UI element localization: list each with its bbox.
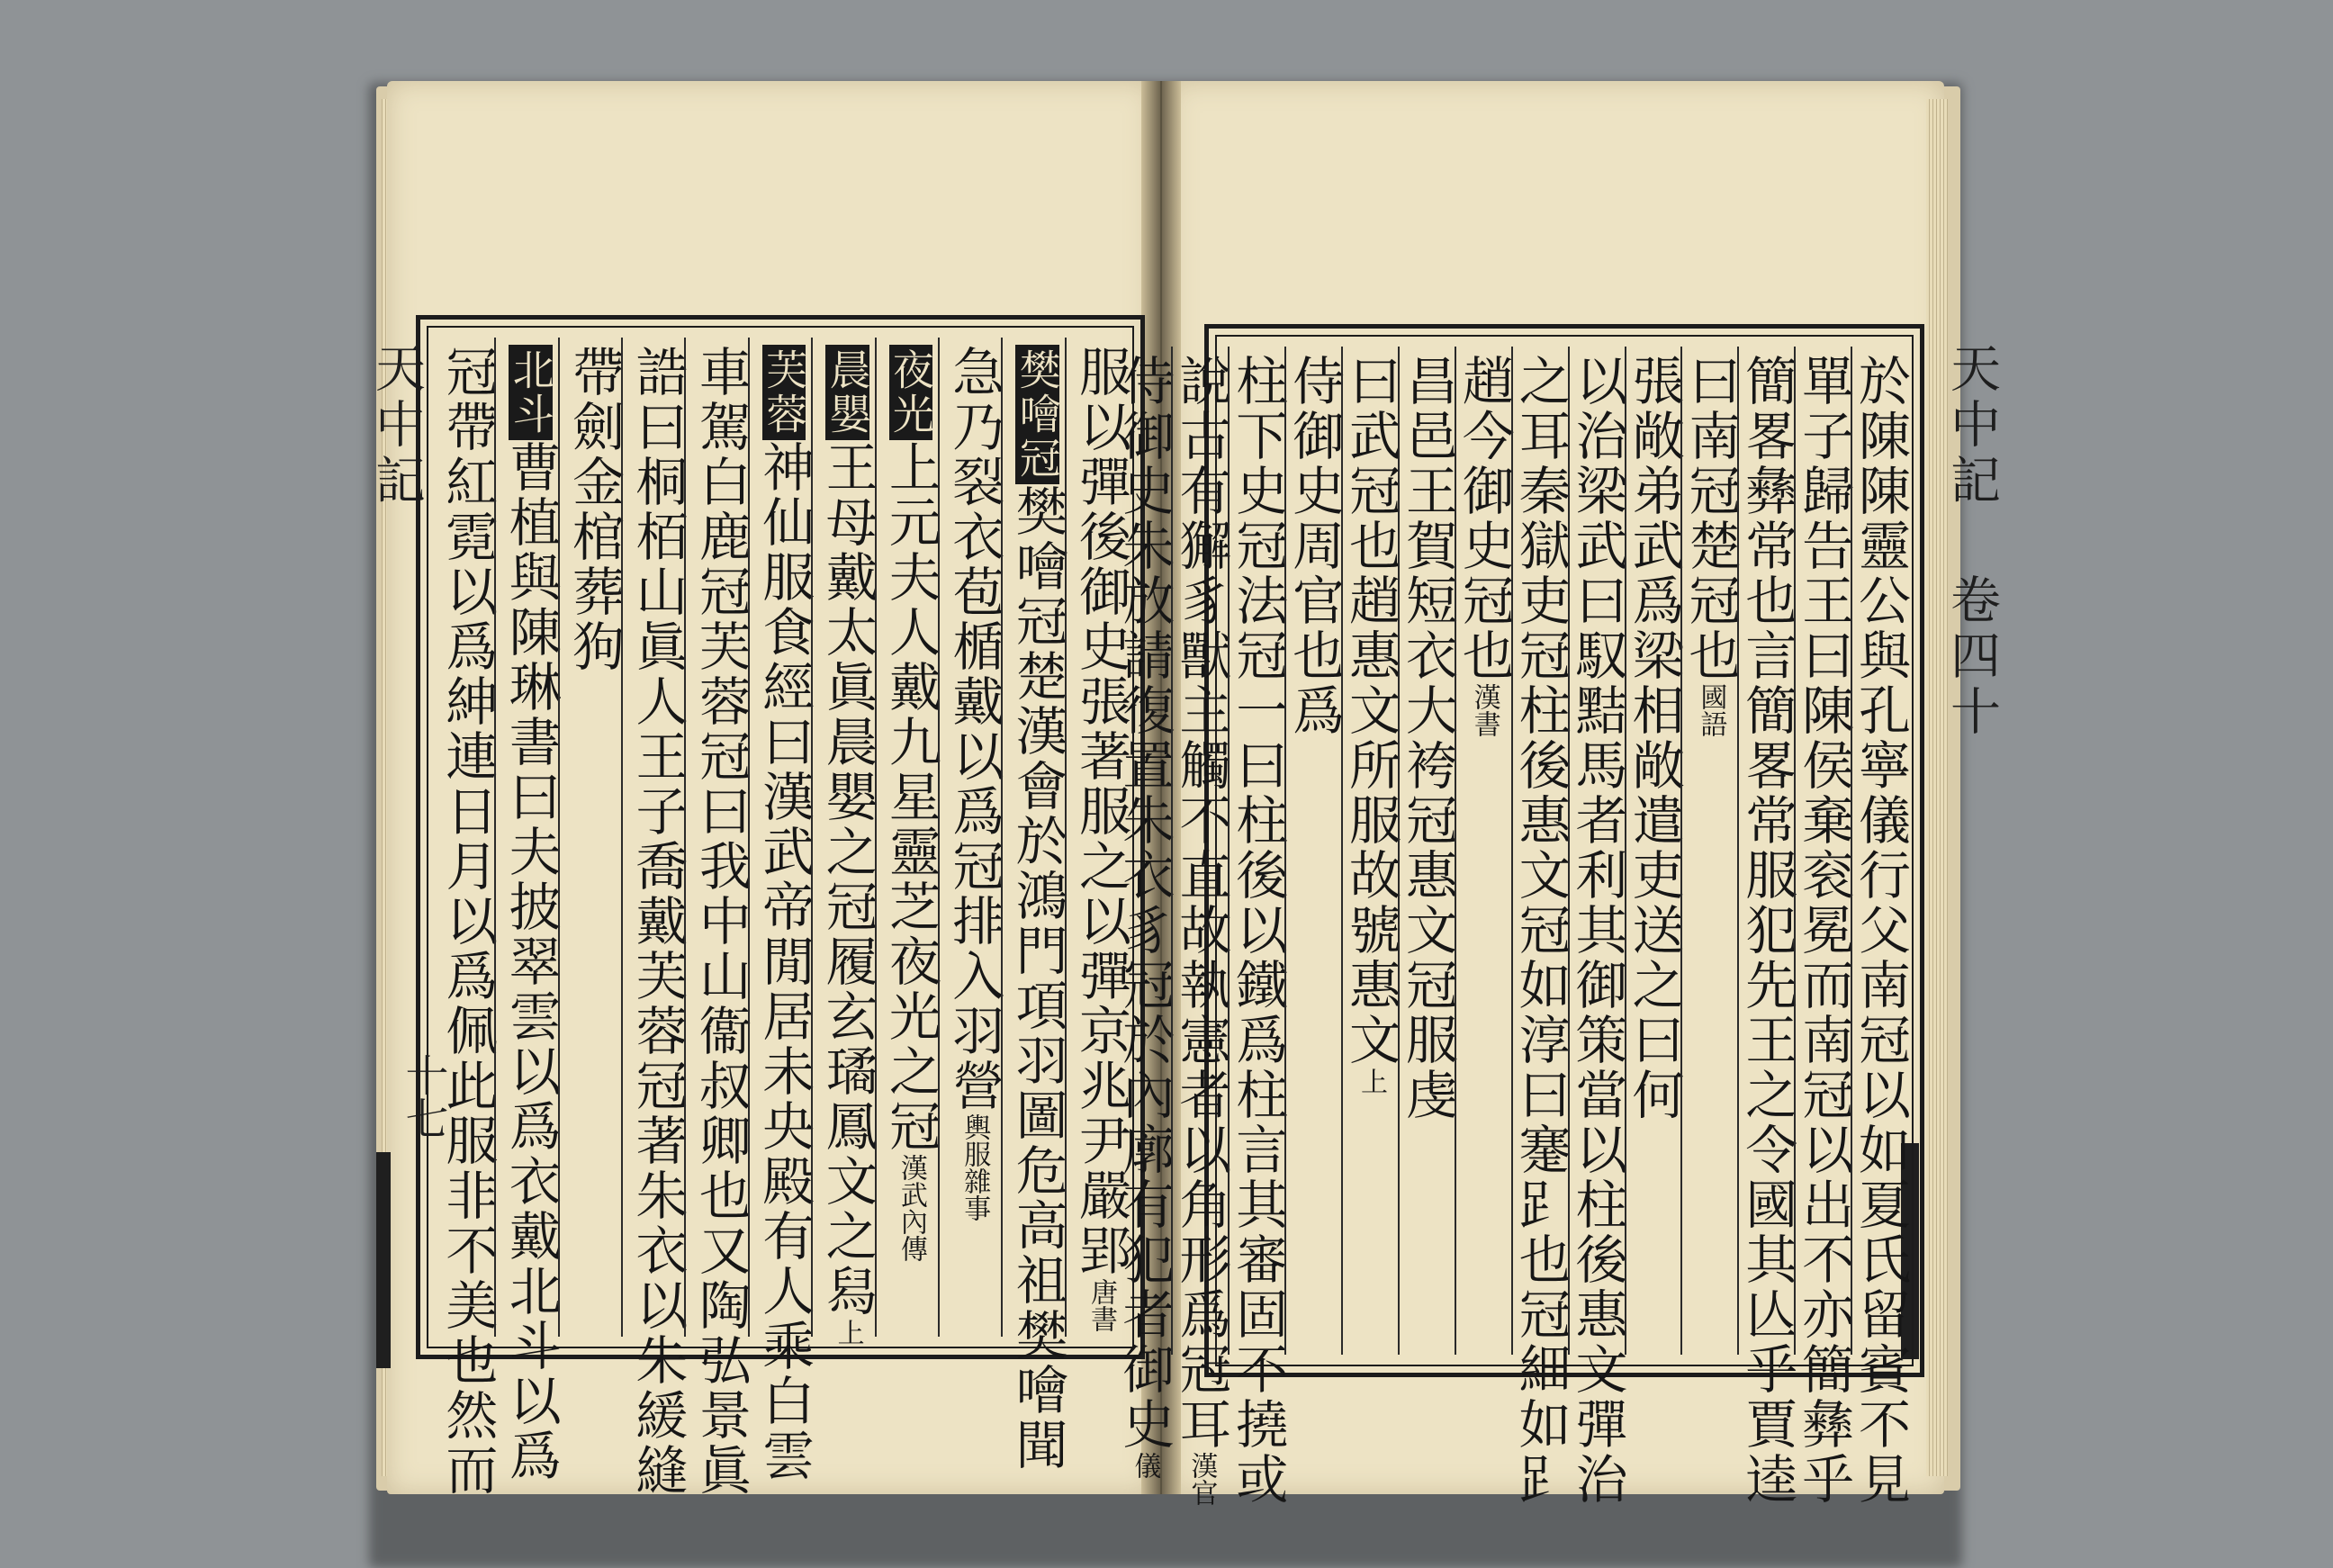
right-text-columns xyxy=(1113,347,1911,1507)
text-column xyxy=(1227,347,1289,1507)
column-text: 以治梁武曰馭黠馬者利其御策當以柱後惠文彈治 xyxy=(1566,354,1628,1507)
text-column xyxy=(1509,347,1572,1507)
column-note: 上 xyxy=(1355,1068,1387,1095)
column-text: 帶劍金棺葬狗 xyxy=(563,345,626,674)
text-column xyxy=(558,338,626,1337)
text-column xyxy=(1001,338,1068,1473)
right-side-title: 天中記 卷四十 xyxy=(1942,342,2001,741)
column-text: 曰南冠楚冠也 xyxy=(1680,354,1742,683)
left-text-columns xyxy=(433,338,1131,1498)
text-column xyxy=(748,338,815,1483)
column-heading: 芙蓉 xyxy=(762,345,806,440)
column-text: 神仙服食經曰漢武帝閒居未央殿有人乘白雲 xyxy=(753,440,815,1483)
column-note: 漢武內傳 xyxy=(895,1154,927,1262)
column-note: 漢官 xyxy=(1185,1452,1218,1506)
column-text: 趙今御史冠也 xyxy=(1453,354,1515,683)
left-folio: 十七 xyxy=(398,1053,448,1140)
column-heading: 樊噲冠 xyxy=(1015,345,1058,484)
column-text: 車駕白鹿冠芙蓉冠曰我中山衞叔卿也又陶弘景眞 xyxy=(689,345,752,1498)
column-text: 誥曰桐栢山眞人王子喬戴芙蓉冠著朱衣以朱緩縫 xyxy=(626,345,689,1498)
column-text: 曹植與陳琳書曰夫披翠雲以爲衣戴北斗以爲 xyxy=(500,440,562,1483)
right-fore-edge xyxy=(1926,99,1948,1476)
column-text: 簡畧彝常也言簡畧常服犯先王之令國其亾乎賈逵 xyxy=(1736,354,1798,1507)
text-column xyxy=(1113,347,1176,1479)
column-text: 樊噲冠楚漢會於鴻門項羽圖危高祖樊噲聞 xyxy=(1006,484,1068,1473)
column-text: 張敞弟武爲梁相敞遣吏送之曰何 xyxy=(1623,354,1685,1122)
column-note: 唐書 xyxy=(1085,1278,1117,1332)
text-column xyxy=(1850,347,1911,1507)
text-column xyxy=(1170,347,1232,1506)
column-text: 曰武冠也趙惠文所服故號惠文 xyxy=(1339,354,1401,1068)
left-side-title: 天中記 xyxy=(367,342,426,509)
right-text-frame xyxy=(1113,324,1924,1507)
text-column xyxy=(621,338,689,1498)
text-column xyxy=(1736,347,1798,1507)
text-column xyxy=(1396,347,1458,1355)
text-column xyxy=(1566,347,1628,1507)
column-text: 冠帶紅霓以爲紳連日月以爲佩此服非不美也然而 xyxy=(437,345,499,1498)
text-column xyxy=(1339,347,1401,1355)
column-text: 王母戴太眞晨嬰之冠履玄璚鳳文之舄 xyxy=(816,440,878,1319)
text-column xyxy=(938,338,1005,1337)
left-fish-tail-mark xyxy=(376,1152,391,1368)
column-text: 侍御史朱放請復置朱衣豸冠於內廓有犯者御史 xyxy=(1113,354,1176,1452)
text-column xyxy=(684,338,752,1498)
column-note: 輿服雜事 xyxy=(959,1113,991,1221)
column-note: 國語 xyxy=(1695,683,1727,737)
text-column xyxy=(1284,347,1346,1355)
column-text: 上元夫人戴九星靈芝夜光之冠 xyxy=(879,440,941,1154)
column-text: 說古有獬豸獸主觸不直故執憲者以角形爲冠耳 xyxy=(1170,354,1232,1452)
column-note: 儀 xyxy=(1129,1452,1161,1479)
text-column xyxy=(494,338,562,1483)
column-heading: 晨嬰 xyxy=(825,345,869,440)
column-text: 急乃裂衣苞楯戴以爲冠排入羽營 xyxy=(943,345,1005,1113)
column-text: 單子歸告王曰陳侯棄衮冕而南冠以出不亦簡彝乎 xyxy=(1793,354,1855,1507)
column-text: 於陳陳靈公與孔寧儀行父南冠以如夏氏留賓不見 xyxy=(1850,354,1911,1507)
column-heading: 夜光 xyxy=(889,345,932,440)
column-text: 侍御史周官也爲 xyxy=(1284,354,1346,738)
text-column xyxy=(811,338,878,1346)
text-column xyxy=(1793,347,1855,1507)
column-note: 漢書 xyxy=(1468,683,1500,737)
text-column xyxy=(1680,347,1742,1355)
column-heading: 北斗 xyxy=(509,345,552,440)
text-column xyxy=(1623,347,1685,1355)
column-text: 服以彈後御史張著服之以彈京兆尹嚴郢 xyxy=(1070,345,1131,1278)
text-column xyxy=(433,338,499,1498)
text-column xyxy=(1453,347,1515,1355)
column-note: 上 xyxy=(832,1319,864,1346)
text-column xyxy=(875,338,941,1337)
column-text: 柱下史冠法冠一曰柱後以鐵爲柱言其審固不撓或 xyxy=(1227,354,1289,1507)
column-text: 昌邑王賀短衣大袴冠惠文冠服虔 xyxy=(1396,354,1458,1122)
column-text: 之耳秦獄吏冠柱後惠文冠如淳曰䞿𧾷也冠細如𧾷 xyxy=(1509,354,1572,1507)
